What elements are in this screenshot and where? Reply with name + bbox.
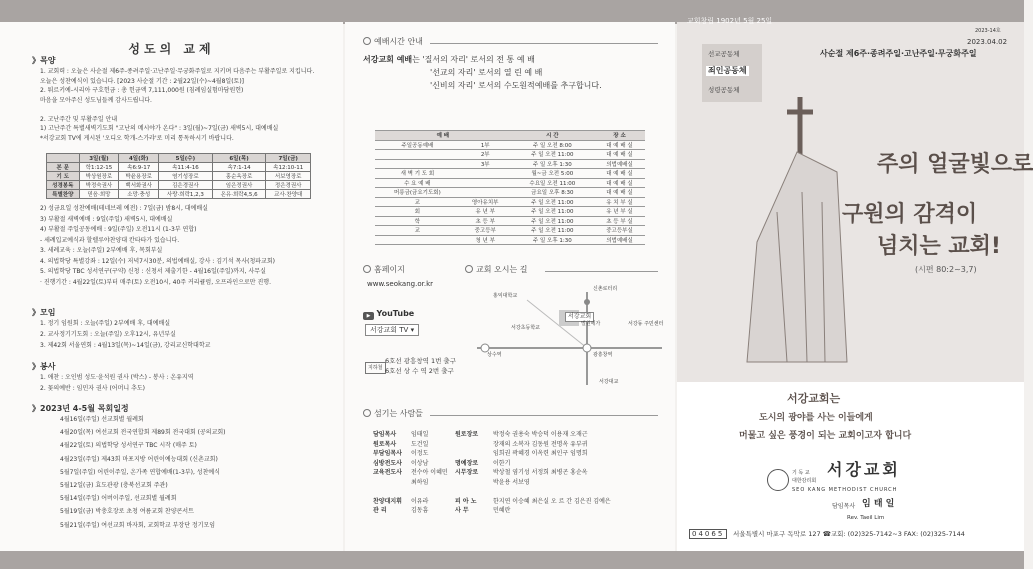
staff-names: 장재의 소복자 김동원 전명옥 유부귀 (493, 440, 588, 448)
table-cell: 학 (375, 216, 460, 226)
staff-role: 피 아 노 (455, 497, 477, 505)
table-cell (460, 188, 511, 198)
church-tower (747, 152, 847, 362)
notice-line: · 진행기간 : 4월22일(토)부터 매주(토) 오전10시, 40주 커리큘럼, 오프라인으로만 진행. (40, 278, 271, 286)
notice-line: 4) 부활절 주일공동예배 : 9일(주일) 오전11시 (1-3부 연합) (40, 226, 197, 233)
intro-line (430, 69, 542, 77)
table-header-cell: 예 배 (375, 131, 511, 141)
map-label-rotary: 신촌로터리 (593, 286, 618, 292)
notice-line: 마음을 모아주신 성도님들께 감사드립니다. (40, 96, 152, 104)
table-cell: 2부 (460, 150, 511, 160)
staff-names: 전수아 이혜민 (411, 469, 448, 476)
table-row (375, 169, 645, 179)
table-row (47, 172, 311, 181)
staff-names: 한지연 이승혜 최은실 오 르 간 김은진 김예은 (493, 497, 611, 505)
notice-line: 1. 교회력 : 오늘은 사순절 제6주-종려주일·고난주일·무궁화주일로 지키며 다음주는 부활주일로 지킵니다. (40, 68, 315, 75)
table-cell: 주 일 오전 11:00 (511, 226, 594, 236)
staff-role: 원로목사 (373, 440, 397, 448)
map-label-center: 서강동 주민센터 (628, 321, 664, 327)
play-icon: ▶ (363, 312, 374, 320)
staff-left-list (373, 430, 448, 516)
table-row (47, 190, 311, 199)
staff-names: 박윤용 서보영 (493, 478, 530, 486)
issue-number: 2023-14호 (975, 28, 1001, 34)
table-row (375, 188, 645, 198)
notice-line: 2. 고난주간 및 부활주일 안내 (40, 115, 118, 123)
pastor-label: 담임목사 (832, 503, 856, 510)
homepage-url[interactable]: www.seokang.or.kr (367, 280, 433, 288)
staff-row (373, 430, 448, 440)
staff-role: 시무장로 (455, 469, 479, 476)
staff-names: 최하임 (411, 478, 429, 486)
table-row (375, 140, 645, 150)
table-cell: 학1:12-15 (79, 163, 119, 172)
staff-heading: 섬기는 사람들 (363, 408, 423, 419)
intro-text: 는 '질서의 자리' 로서의 전 통 예 배 (412, 55, 535, 64)
table-cell: 대 예 배 실 (594, 178, 645, 188)
cover-panel (677, 17, 1033, 551)
table-cell: 수요일 오전 11:00 (511, 178, 594, 188)
notice-line: 3. 세례교육 : 오늘(주일) 2부예배 후, 목회부실 (40, 247, 163, 254)
subway-badge: 지하철 (365, 362, 386, 374)
table-cell: 본 문 (47, 163, 80, 172)
station-marker (583, 344, 591, 352)
table-cell (460, 178, 511, 188)
table-cell (375, 159, 460, 169)
issue-date: 2023.04.02 (967, 38, 1008, 46)
staff-row (455, 506, 611, 516)
staff-row (455, 487, 611, 497)
notice-line: 3) 부활절 새벽예배 : 9일(주일) 새벽5시, 대예배실 (40, 215, 173, 223)
table-cell: 김은경권사 (159, 181, 213, 190)
staff-role: 사 무 (455, 507, 469, 514)
service-line: 2. 꽃의예반 : 임민자 권사 (어머니 추도) (40, 385, 146, 392)
slogan-line-1: 주의 얼굴빛으로 (877, 152, 1033, 177)
table-cell: 서보영장로 (266, 172, 311, 181)
worship-schedule-table (375, 130, 645, 245)
table-cell: 주 일 오후 1:30 (511, 235, 594, 245)
table-cell: 주 일 오후 1:30 (511, 159, 594, 169)
sunday-title: 사순절 제6주·종려주일·고난주일·무궁화주일 (820, 49, 977, 58)
staff-role: 심방전도사 (373, 459, 402, 467)
staff-names: 임희권 곽혜경 이옥련 최인구 임명희 (493, 450, 588, 457)
table-cell: 6일(목) (212, 154, 266, 163)
staff-names: 박정숙 권용숙 박승덕 이용재 오재근 (493, 431, 588, 438)
staff-names: 이유라 (411, 497, 429, 505)
denomination-1: 기 독 교 (792, 470, 810, 476)
table-cell: 임은정권사 (212, 181, 266, 190)
table-row (375, 207, 645, 217)
table-cell: 주 일 오전 11:00 (511, 216, 594, 226)
staff-names: 이상남 (411, 459, 429, 467)
notice-line: - 세례입교예식과 할렐루야찬양대 칸타타가 있습니다. (40, 236, 180, 244)
staff-names: 이정도 (411, 450, 429, 457)
table-cell: 7일(금) (266, 154, 311, 163)
staff-role: 담임목사 (373, 431, 397, 438)
table-row (375, 178, 645, 188)
table-cell: 염기성장로 (159, 172, 213, 181)
map-label-bridge: 서강대교 (599, 379, 619, 385)
table-row (375, 216, 645, 226)
homepage-heading: 홈페이지 (363, 264, 405, 275)
table-row (47, 163, 311, 172)
staff-row (455, 440, 611, 450)
table-cell: 주 일 오전 8:00 (511, 140, 594, 150)
slogan-line-3: 넘치는 교회! (877, 234, 1001, 259)
table-cell (47, 154, 80, 163)
table-cell: 백서화권사 (119, 181, 159, 190)
table-cell: 박윤용장로 (119, 172, 159, 181)
church-building-illustration (707, 92, 867, 382)
middle-panel (345, 22, 675, 551)
map-label-school: 서강초등학교 (511, 325, 540, 331)
staff-row (373, 440, 448, 450)
table-header-row (375, 131, 645, 141)
vision-line-2: 도시의 광야를 사는 이들에게 (759, 413, 873, 423)
staff-names: 이한기 (493, 459, 511, 467)
table-cell: 주 일 오전 11:00 (511, 207, 594, 217)
table-cell: 속12:10-11 (266, 163, 311, 172)
worship-heading: 예배시간 안내 (363, 36, 423, 47)
intro-text: '선교의 자리' 로서의 열 린 예 배 (430, 68, 543, 77)
schedule-line: 5월14일(주일) 어버이주일, 선교회별 월례회 (60, 495, 177, 503)
table-cell: 4일(화) (119, 154, 159, 163)
subway-line-2: 6호선 상 수 역 2번 출구 (385, 367, 454, 375)
community-mission: 선교공동체 (708, 50, 740, 58)
map-marker (584, 299, 590, 305)
notice-line: *서강교회 TV에 게시된 '오디오 학개-스가랴'로 미리 통독하시기 바랍니다. (40, 134, 234, 142)
chevron-down-icon: ▾ (410, 326, 415, 334)
notice-line: 5. 의법학당 TBC 성서연구(구약) 신청 : 신청서 제출기한 - 4월16일(주일)까지, 사무실 (40, 268, 266, 275)
vision-line-3: 머물고 싶은 풍경이 되는 교회이고자 합니다 (739, 431, 912, 441)
table-cell: 수 요 예 배 (375, 178, 460, 188)
table-cell: 정은경권사 (266, 181, 311, 190)
youtube-channel-select[interactable]: 서강교회 TV ▾ (365, 324, 419, 336)
section-heading-service: 》봉사 (32, 362, 56, 371)
meeting-line: 2. 교사정기기도회 : 오늘(주일) 오후12시, 유년부실 (40, 331, 176, 338)
intro-line (363, 56, 535, 64)
table-cell: 영아유치부 (460, 197, 511, 207)
staff-role: 명예장로 (455, 459, 479, 467)
fellowship-title: 성도의 교제 (128, 42, 215, 56)
map-label-church: 서강교회 (565, 312, 594, 322)
table-cell: 의법예배실 (594, 235, 645, 245)
map-label-univ: 홍익대학교 (493, 293, 518, 299)
community-sinners: 죄인공동체 (708, 66, 747, 75)
service-line: 1. 애찬 : 오인범 성도·윤석원 권사 (박스) - 봉사 : 온유지역 (40, 374, 194, 381)
table-cell (375, 150, 460, 160)
pastor-name-en: Rev. Taeil Lim (847, 515, 885, 521)
table-cell: 중고등부실 (594, 226, 645, 236)
table-cell: 유 년 부 (460, 207, 511, 217)
staff-names: 임태일 (411, 431, 429, 438)
staff-row (455, 459, 611, 469)
table-cell: 중고등부 (460, 226, 511, 236)
circle-bullet-icon (363, 409, 371, 417)
table-cell: 초 등 부 실 (594, 216, 645, 226)
church-seal-icon (767, 469, 789, 491)
staff-role: 교육전도사 (373, 469, 402, 476)
section-heading-schedule: 》2023년 4-5월 목회일정 (32, 404, 129, 413)
table-cell: 유 년 부 실 (594, 207, 645, 217)
table-cell: 3일(월) (79, 154, 119, 163)
youtube-logo: ▶ YouTube (363, 310, 414, 320)
table-cell: 기 도 (47, 172, 80, 181)
pastor-name: 임 태 일 (862, 499, 895, 509)
schedule-line: 4월16일(주일) 선교회별 월례회 (60, 416, 144, 423)
table-row (47, 154, 311, 163)
staff-row (455, 449, 611, 459)
schedule-line: 5월7일(주일) 어린이주일, 온가족 연합예배(1-3부), 성찬예식 (60, 468, 220, 476)
church-name: 서강교회 (827, 460, 901, 479)
table-cell: 주일공동예배 (375, 140, 460, 150)
schedule-line: 5월21일(주일) 여선교회 바자회, 교회학교 부장단 정기모임 (60, 521, 216, 529)
staff-row (373, 506, 448, 516)
intro-text: '신비의 자리' 로서의 수도원적예배를 추구합니다. (430, 81, 602, 90)
denomination-2: 대한감리회 (792, 478, 817, 484)
table-cell: 의법예배실 (594, 159, 645, 169)
table-cell: 월~금 오전 5:00 (511, 169, 594, 179)
table-cell: 유 치 부 실 (594, 197, 645, 207)
table-cell: 성경봉독 (47, 181, 80, 190)
section-heading-meeting: 》모임 (32, 308, 56, 317)
verse-reference: (시편 80:2~3,7) (915, 265, 977, 274)
table-cell: 교 (375, 226, 460, 236)
table-row (375, 197, 645, 207)
table-cell: 5일(수) (159, 154, 213, 163)
notice-line: 4. 의법학당 특별강좌 : 12일(수) 저녁7시30분, 의법예배실, 강사 : 김기석 목사(청파교회) (40, 257, 275, 265)
circle-bullet-icon (363, 265, 371, 273)
table-cell: 교 (375, 197, 460, 207)
left-panel (0, 22, 343, 551)
staff-names: 김동흠 (411, 507, 429, 514)
table-cell: 속11:4-16 (159, 163, 213, 172)
church-name-en: SEO KANG METHODIST CHURCH (792, 487, 898, 493)
slogan-line-2: 구원의 감격이 (842, 202, 978, 227)
section-heading-pastoral: 》목양 (32, 56, 56, 65)
staff-names: 도건일 (411, 440, 429, 448)
schedule-line: 4월22일(토) 의법학당 성서연구 TBC 시작 (매주 토) (60, 442, 197, 450)
table-cell: 대 예 배 실 (594, 169, 645, 179)
meeting-line: 1. 정기 임원회 : 오늘(주일) 2부예배 후, 대예배실 (40, 320, 171, 327)
founding-date: 교회창립 1902년 5월 25일 (687, 17, 773, 25)
table-cell: 머릉금(금요기도회) (375, 188, 460, 198)
staff-role: 찬양대지휘 (373, 497, 402, 505)
notice-line: 오늘은 성찬예식이 있습니다. [2023 사순절 기간 : 2월22일(수)~4월8일(토)] (40, 77, 245, 85)
schedule-line: 5월19일(금) 박충호장로 초청 여름교회 찬양콘서트 (60, 508, 194, 516)
map-label-sangsu: 상수역 (487, 352, 502, 358)
bottom-margin-band (0, 551, 1024, 569)
staff-names: 박상철 염기성 서정희 최병곤 홍순옥 (493, 469, 588, 476)
divider (545, 271, 658, 272)
table-cell (375, 235, 460, 245)
staff-row (373, 487, 448, 497)
staff-row (455, 497, 611, 507)
table-row (375, 226, 645, 236)
table-cell: 새 벽 기 도 회 (375, 169, 460, 179)
directions-heading: 교회 오시는 길 (465, 264, 527, 275)
table-row (47, 181, 311, 190)
table-row (375, 159, 645, 169)
table-cell: 속6:9-17 (119, 163, 159, 172)
table-cell: 대 예 배 실 (594, 188, 645, 198)
community-spirit: 성령공동체 (708, 86, 740, 94)
postal-code: 04065 (689, 529, 727, 539)
table-cell: 금요일 오후 8:30 (511, 188, 594, 198)
top-margin-band (0, 0, 1024, 24)
table-row (375, 235, 645, 245)
staff-right-list (455, 430, 611, 516)
staff-row (373, 478, 448, 488)
staff-row (373, 459, 448, 469)
staff-row (455, 478, 611, 488)
divider (430, 43, 658, 44)
staff-row (455, 430, 611, 440)
table-cell: 사랑·희락1,2,3 (159, 190, 213, 199)
divider (430, 415, 658, 416)
table-cell: 홍순옥장로 (212, 172, 266, 181)
staff-row (373, 468, 448, 478)
staff-row (455, 468, 611, 478)
address: 서울특별시 마포구 독막로 127 ☎교회: (02)325-7142~3 FAX: (02)325-7144 (733, 530, 965, 538)
table-cell: 대 예 배 실 (594, 140, 645, 150)
notice-line: 1) 고난주간 특별새벽기도회 "고난의 메시야가 온다" : 3일(월)~7일(금) 새벽5시, 대예배실 (40, 125, 279, 132)
table-cell: 믿음·희망 (79, 190, 119, 199)
map-label-gwangheung: 광흥창역 (593, 352, 613, 358)
staff-names: 민혜란 (493, 507, 511, 514)
table-cell: 청 년 부 (460, 235, 511, 245)
staff-role: 관 리 (373, 507, 387, 514)
schedule-line: 5월12일(금) 효도관광 (충북선교회 주관) (60, 482, 168, 489)
staff-role: 원로장로 (455, 431, 479, 438)
table-cell: 주 일 오전 11:00 (511, 197, 594, 207)
circle-bullet-icon (363, 37, 371, 45)
table-cell: 교사·찬양대 (266, 190, 311, 199)
map-label-bank: 벌원에가 (581, 321, 601, 327)
table-row (375, 150, 645, 160)
table-cell (460, 169, 511, 179)
circle-bullet-icon (465, 265, 473, 273)
table-cell: 1부 (460, 140, 511, 150)
table-cell: 3부 (460, 159, 511, 169)
staff-row (373, 449, 448, 459)
table-cell: 특별찬양 (47, 190, 80, 199)
vision-line-1: 서강교회는 (787, 392, 841, 405)
table-cell: 속7:1-14 (212, 163, 266, 172)
schedule-line: 4월23일(주일) 제43회 마포지방 어린이예능대회 (신촌교회) (60, 455, 218, 463)
early-prayer-table (46, 153, 311, 199)
table-cell: 온유·희락4,5,6 (212, 190, 266, 199)
schedule-line: 4월20일(목) 여선교회 전국연합회 제89회 전국대회 (공의교회) (60, 429, 226, 437)
intro-line (430, 82, 602, 90)
table-cell: 주 일 오전 11:00 (511, 150, 594, 160)
notice-line: 2. 튀르키예-시리아 구호헌금 : 총 헌금액 7,111,000원 (침례임실험마담원헌) (40, 87, 244, 94)
table-cell: 초 등 부 (460, 216, 511, 226)
staff-role: 부담임목사 (373, 450, 402, 457)
table-cell: 박상원장로 (79, 172, 119, 181)
subway-line-1: 6호선 광흥창역 1번 출구 (385, 357, 456, 365)
table-cell: 소망·충성 (119, 190, 159, 199)
table-cell: 대 예 배 실 (594, 150, 645, 160)
table-header-cell: 시 간 (511, 131, 594, 141)
staff-row (373, 497, 448, 507)
table-cell: 박정숙권사 (79, 181, 119, 190)
table-cell: 회 (375, 207, 460, 217)
table-header-cell: 장 소 (594, 131, 645, 141)
meeting-line: 3. 제42회 서울연회 : 4월13일(목)~14일(금), 강리교신학대학교 (40, 342, 211, 349)
intro-prefix: 서강교회 예배 (363, 55, 413, 64)
notice-line: 2) 성금요일 성찬예배(테네브레 예전) : 7일(금) 밤8시, 대예배실 (40, 205, 208, 212)
